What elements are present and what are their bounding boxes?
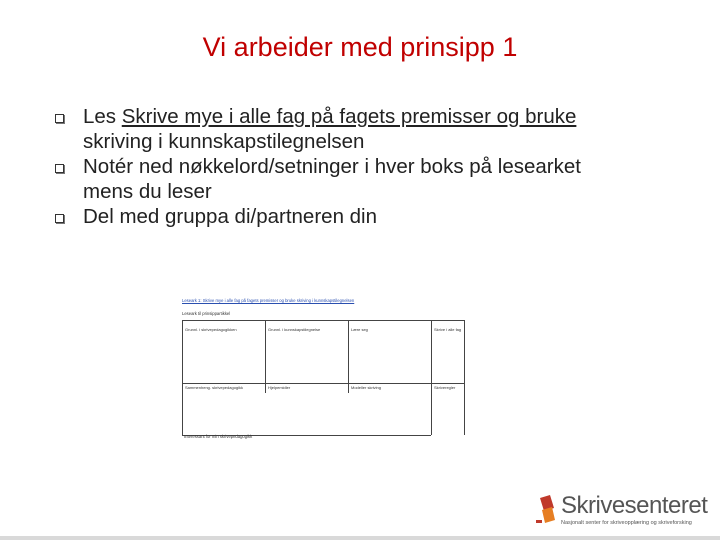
slide-title: Vi arbeider med prinsipp 1 bbox=[202, 32, 518, 62]
bottom-bar bbox=[0, 536, 720, 540]
bullet-text: Notér ned nøkkelord/setninger i hver boks på lesearket bbox=[83, 155, 581, 178]
worksheet-cell-label: Lære seg bbox=[351, 327, 368, 332]
worksheet-cell-label: Sammenheng. skrivepedagogikk bbox=[185, 385, 244, 390]
bullet-item bbox=[52, 154, 682, 204]
bullet-text-line2: skriving i kunnskapstilegnelsen bbox=[83, 130, 365, 153]
skrivesenteret-logo bbox=[536, 492, 716, 532]
bullet-square-icon bbox=[55, 214, 64, 223]
worksheet-cell-label: Skrive i alle fag bbox=[434, 327, 462, 332]
bullet-text-line2: mens du leser bbox=[83, 180, 212, 203]
worksheet-heading: Leseark 1: Skrive mye i alle fag på fagets premisser og bruke skriving i kunnskapstilegnelsen bbox=[182, 298, 355, 303]
bullet-square-icon bbox=[55, 164, 64, 173]
bullet-text-prefix: Les bbox=[83, 105, 122, 128]
logo-mark-icon bbox=[536, 494, 558, 524]
bullet-square-icon bbox=[55, 114, 64, 123]
logo-tagline: Nasjonalt senter for skriveopplæring og skriveforsking bbox=[561, 520, 692, 526]
worksheet-bottom-label: Interessant for min skrivepedagogikk bbox=[184, 434, 253, 439]
worksheet-thumbnail bbox=[180, 298, 465, 488]
bullet-link-text[interactable]: Skrive mye i alle fag på fagets premisser og bruke bbox=[121, 105, 577, 128]
worksheet-cell-label: Hjelpemidler bbox=[268, 385, 291, 390]
bullet-text: Del med gruppa di/partneren din bbox=[83, 205, 378, 228]
worksheet-grid bbox=[182, 320, 465, 435]
worksheet-cell-label: Grunnl. i kunnskapstilegnelse bbox=[268, 327, 321, 332]
worksheet-cell-label: Grunnl. i skrivepedagogikken bbox=[185, 327, 237, 332]
grid-line bbox=[431, 321, 432, 435]
grid-line bbox=[182, 383, 464, 384]
worksheet-subheading: Leseark til prinsippartikkel bbox=[182, 311, 231, 316]
logo-wordmark: Skrivesenteret bbox=[561, 492, 708, 519]
grid-line bbox=[182, 321, 183, 435]
worksheet-cell-label: Modeller skriving bbox=[351, 385, 382, 390]
worksheet-cell-label: Skriveregler bbox=[434, 385, 456, 390]
bullet-item bbox=[52, 104, 682, 154]
bullet-list bbox=[52, 104, 682, 229]
bullet-item bbox=[52, 204, 682, 229]
